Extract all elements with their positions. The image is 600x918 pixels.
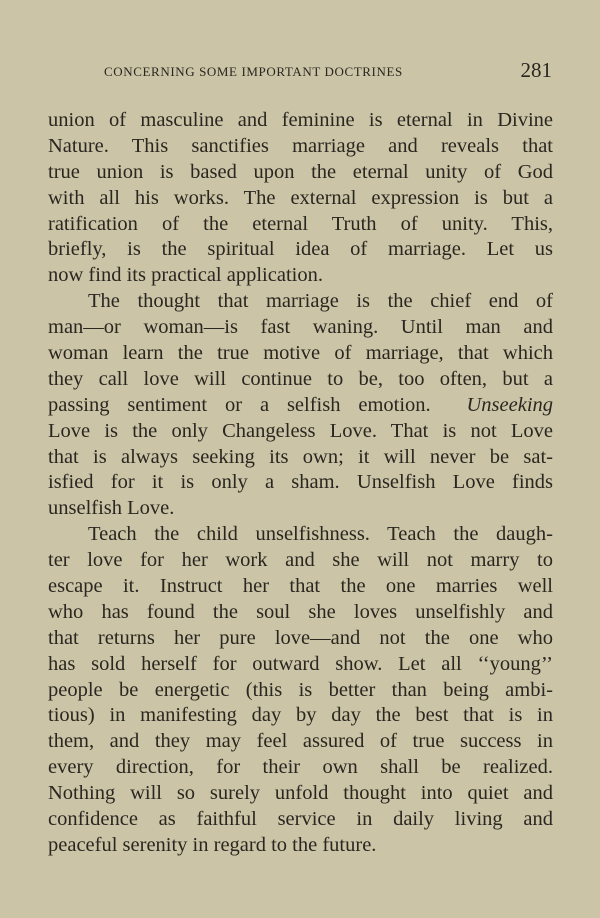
- text-line: with all his works. The external expression is but a: [48, 186, 553, 209]
- italic-word: Unseeking: [466, 393, 554, 416]
- running-header: [104, 58, 552, 88]
- text-line: true union is based upon the eternal unity of God: [48, 160, 553, 183]
- text-line: The thought that marriage is the chief end of: [88, 290, 553, 313]
- text-segment: passing sentiment or a selfish emotion.: [48, 393, 431, 416]
- text-line: now find its practical application.: [48, 264, 323, 287]
- running-title: CONCERNING SOME IMPORTANT DOCTRINES: [104, 64, 403, 79]
- text-line: [48, 393, 553, 419]
- text-line: escape it. Instruct her that the one marries well: [48, 575, 553, 598]
- text-line: every direction, for their own shall be realized.: [48, 756, 553, 779]
- page-body: [48, 108, 553, 859]
- text-line: peaceful serenity in regard to the future.: [48, 833, 377, 856]
- text-line: man—or woman—is fast waning. Until man and: [48, 316, 553, 339]
- text-line: has sold herself for outward show. Let all ‘‘young’’: [48, 652, 553, 675]
- text-line: woman learn the true motive of marriage, that which: [48, 342, 553, 365]
- text-line: unselfish Love.: [48, 497, 175, 520]
- text-line: them, and they may feel assured of true success in: [48, 730, 553, 753]
- text-line: ratification of the eternal Truth of unity. This,: [48, 212, 553, 235]
- text-line: people be energetic (this is better than being ambi-: [48, 678, 553, 701]
- text-line: isfied for it is only a sham. Unselfish Love finds: [48, 471, 553, 494]
- text-line: briefly, is the spiritual idea of marriage. Let us: [48, 238, 553, 261]
- text-line: that returns her pure love—and not the one who: [48, 626, 553, 649]
- text-line: union of masculine and feminine is eternal in Divine: [48, 109, 553, 131]
- text-line: ter love for her work and she will not marry to: [48, 549, 553, 572]
- text-line: Teach the child unselfishness. Teach the daugh-: [88, 523, 553, 546]
- page-number: 281: [520, 58, 552, 82]
- text-line: that is always seeking its own; it will never be sat-: [48, 445, 553, 468]
- text-line: tious) in manifesting day by day the best that is in: [48, 704, 553, 727]
- text-line: they call love will continue to be, too often, but a: [48, 367, 553, 390]
- paragraph-3: [48, 522, 553, 859]
- text-line: confidence as faithful service in daily living and: [48, 808, 553, 831]
- text-line: Love is the only Changeless Love. That is not Love: [48, 419, 553, 442]
- text-line: Nature. This sanctifies marriage and reveals that: [48, 134, 553, 157]
- text-line: Nothing will so surely unfold thought into quiet and: [48, 782, 553, 805]
- text-line: who has found the soul she loves unselfishly and: [48, 600, 553, 623]
- paragraph-1: [48, 108, 553, 289]
- paragraph-2: [48, 289, 553, 522]
